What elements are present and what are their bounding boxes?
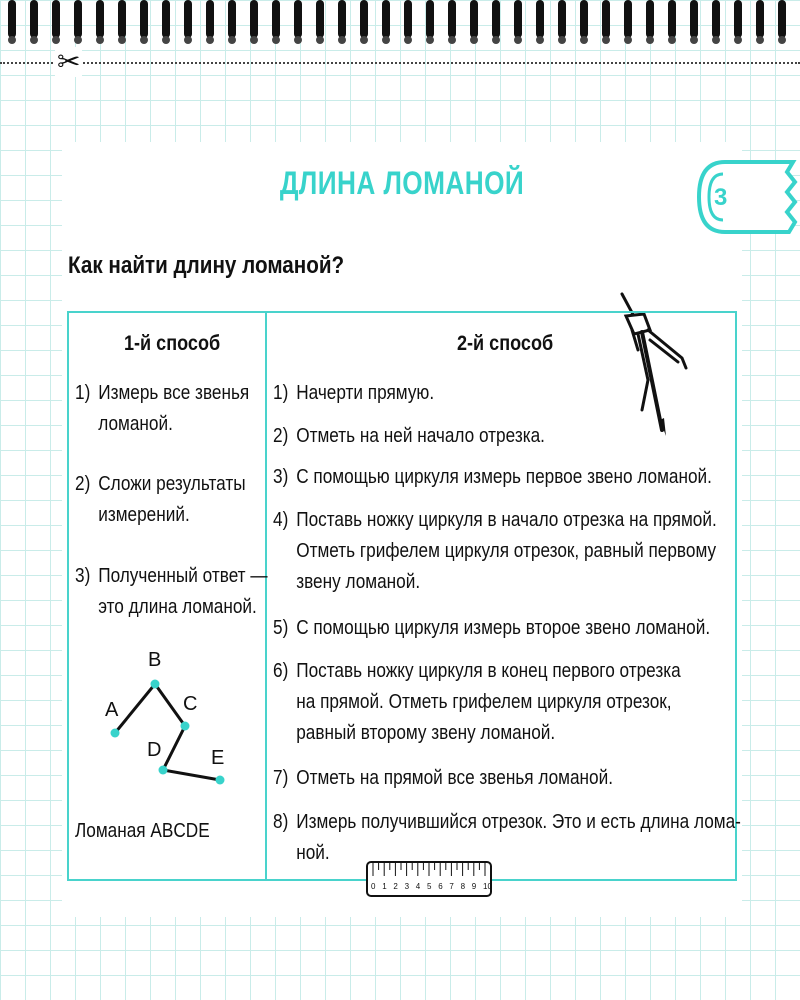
method1-step-3: 3) Полученный ответ — это длина ломаной. <box>75 565 268 618</box>
point-a <box>111 729 120 738</box>
method1-heading: 1-й способ <box>124 332 221 355</box>
scissors-icon: ✂ <box>57 46 81 77</box>
point-d <box>159 766 168 775</box>
label-b: B <box>148 649 162 671</box>
page-title: ДЛИНА ЛОМАНОЙ <box>279 165 525 201</box>
ruler-number: 5 <box>427 882 432 891</box>
ruler-number: 1 <box>382 882 387 891</box>
ruler-number: 6 <box>438 882 443 891</box>
cut-line <box>0 62 800 64</box>
figure-caption: Ломаная ABCDE <box>75 820 210 842</box>
method2-step-7: 7) Отметь на прямой все звенья ломаной. <box>273 767 614 789</box>
ruler-number: 10 <box>483 882 492 891</box>
method2-step-6: 6) Поставь ножку циркуля в конец первого отрезка на прямой. Отметь грифелем циркуля отрезок, равный второму звену ломаной. <box>273 660 681 744</box>
spiral-binding-icon <box>0 0 800 48</box>
method2-heading: 2-й способ <box>457 332 554 355</box>
polyline-figure <box>95 640 235 790</box>
ruler-number: 9 <box>471 882 477 891</box>
ruler-number: 3 <box>404 882 410 891</box>
method1-step-1: 1) Измерь все звенья ломаной. <box>75 382 250 435</box>
page-number: 3 <box>714 184 728 211</box>
label-e: E <box>211 747 225 769</box>
method2-step-8: 8) Измерь получившийся отрезок. Это и есть длина лома- ной. <box>273 811 741 864</box>
method2-step-5: 5) С помощью циркуля измерь второе звено ломаной. <box>273 617 711 639</box>
method2-step-4: 4) Поставь ножку циркуля в начало отрезка на прямой. Отметь грифелем циркуля отрезок, равный первому звену ломаной. <box>273 509 717 593</box>
ruler-number: 4 <box>415 882 421 891</box>
method1-step-2: 2) Сложи результаты измерений. <box>75 473 246 526</box>
ruler-icon <box>365 858 495 900</box>
ruler-number: 8 <box>460 882 466 891</box>
point-b <box>151 680 160 689</box>
method2-step-2: 2) Отметь на ней начало отрезка. <box>273 425 545 447</box>
label-a: A <box>105 699 119 721</box>
point-c <box>181 722 190 731</box>
ruler-number: 0 <box>371 882 376 891</box>
label-c: C <box>183 693 198 715</box>
method2-step-1: 1) Начерти прямую. <box>273 382 435 404</box>
method2-step-3: 3) С помощью циркуля измерь первое звено ломаной. <box>273 466 712 488</box>
label-d: D <box>147 739 162 761</box>
ruler-number: 7 <box>449 882 454 891</box>
ruler-number: 2 <box>393 882 398 891</box>
question-heading: Как найти длину ломаной? <box>68 252 345 279</box>
page-tab <box>695 158 800 236</box>
point-e <box>216 776 225 785</box>
